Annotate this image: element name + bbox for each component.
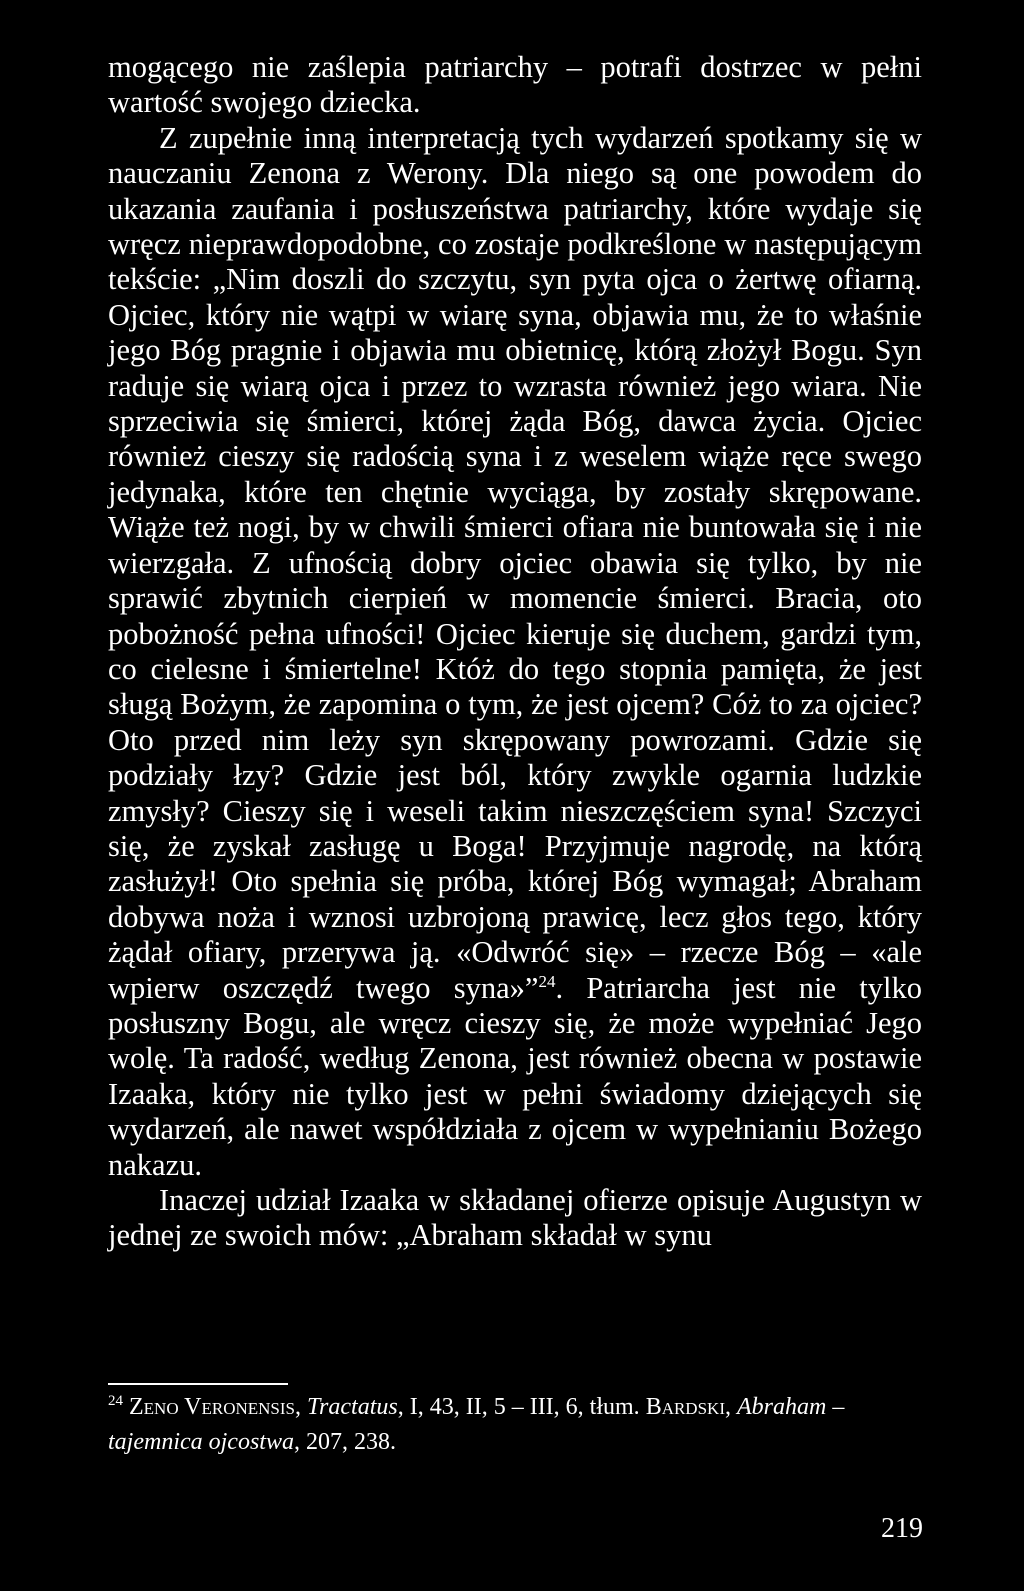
footnote-number: 24 bbox=[108, 1393, 123, 1409]
footnote-work-2: Abraham – tajemnica ojcostwa bbox=[108, 1394, 845, 1455]
paragraph-2 bbox=[108, 121, 922, 1183]
footnote-separator-1: , bbox=[295, 1394, 308, 1420]
footnote-author-2: Bardski bbox=[645, 1394, 725, 1420]
paragraph-3-text: Inaczej udział Izaaka w składanej ofierze opisuje Augustyn w jednej ze swoich mów: „Abraham składał w synu bbox=[108, 1183, 922, 1253]
paragraph-1-text: mogącego nie zaślepia patriarchy – potrafi dostrzec w pełni wartość swojego dziecka. bbox=[108, 50, 922, 120]
page-body bbox=[108, 50, 922, 1254]
paragraph-2-text-continued: . Patriarcha jest nie tylko posłuszny Bogu, ale wręcz cieszy się, że może wypełniać Jego wolę. Ta radość, według Zenona, jest również obecna w postawie Izaaka, który nie tylko jest w pełni świadomy dziejących się wydarzeń, ale nawet współdziała z ojcem w wypełnianiu Bożego nakazu. bbox=[108, 970, 923, 1182]
footnote-separator-2: , bbox=[724, 1394, 737, 1420]
paragraph-1 bbox=[108, 50, 922, 121]
footnote-reference: 24 bbox=[538, 971, 556, 991]
main-text bbox=[108, 50, 922, 1254]
footnote bbox=[108, 1390, 922, 1460]
footnote-author-1: Zeno Veronensis bbox=[129, 1394, 296, 1420]
footnote-reference-2: , 207, 238. bbox=[293, 1429, 396, 1455]
paragraph-3 bbox=[108, 1183, 922, 1254]
footnote-work-1: Tractatus bbox=[307, 1394, 398, 1420]
paragraph-2-text: Z zupełnie inną interpretacją tych wydarzeń spotkamy się w nauczaniu Zenona z Werony. Dla niego są one powodem do ukazania zaufania i posłuszeństwa patriarchy, które wydaje się wręcz nieprawdopodobne, co zostaje podkreślone w następującym tekście: „Nim doszli do szczytu, syn pyta ojca o żertwę ofiarną. Ojciec, który nie wątpi w wiarę syna, objawia mu, że to właśnie jego Bóg pragnie i objawia mu obietnicę, którą złożył Bogu. Syn raduje się wiarą ojca i przez to wzrasta również jego wiara. Nie sprzeciwia się śmierci, której żąda Bóg, dawca życia. Ojciec również cieszy się radością syna i z weselem wiąże ręce swego jedynaka, które ten chętnie wyciąga, by zostały skrępowane. Wiąże też nogi, by w chwili śmierci ofiara nie buntowała się i nie wierzgała. Z ufnością dobry ojciec obawia się tylko, by nie sprawić zbytnich cierpień w momencie śmierci. Bracia, oto pobożność pełna ufności! Ojciec kieruje się duchem, gardzi tym, co cielesne i śmiertelne! Któż do tego stopnia pamięta, że jest sługą Bożym, że zapomina o tym, że jest ojcem? Cóż to za ojciec? Oto przed nim leży syn skrępowany powrozami. Gdzie się podziały łzy? Gdzie jest ból, który zwykle ogarnia ludzkie zmysły? Cieszy się i weseli takim nieszczęściem syna! Szczyci się, że zyskał zasługę u Boga! Przyjmuje nagrodę, na którą zasłużył! Oto spełnia się próba, której Bóg wymagał; Abraham dobywa noża i wznosi uzbrojoną prawicę, lecz głos tego, który żądał ofiary, przerywa ją. «Odwróć się» – rzecze Bóg – «ale wpierw oszczędź twego syna»” bbox=[108, 120, 922, 1005]
footnote-divider bbox=[108, 1383, 288, 1385]
footnote-reference-1: , I, 43, II, 5 – III, 6, tłum. bbox=[397, 1394, 646, 1420]
page-number: 219 bbox=[881, 1513, 923, 1544]
